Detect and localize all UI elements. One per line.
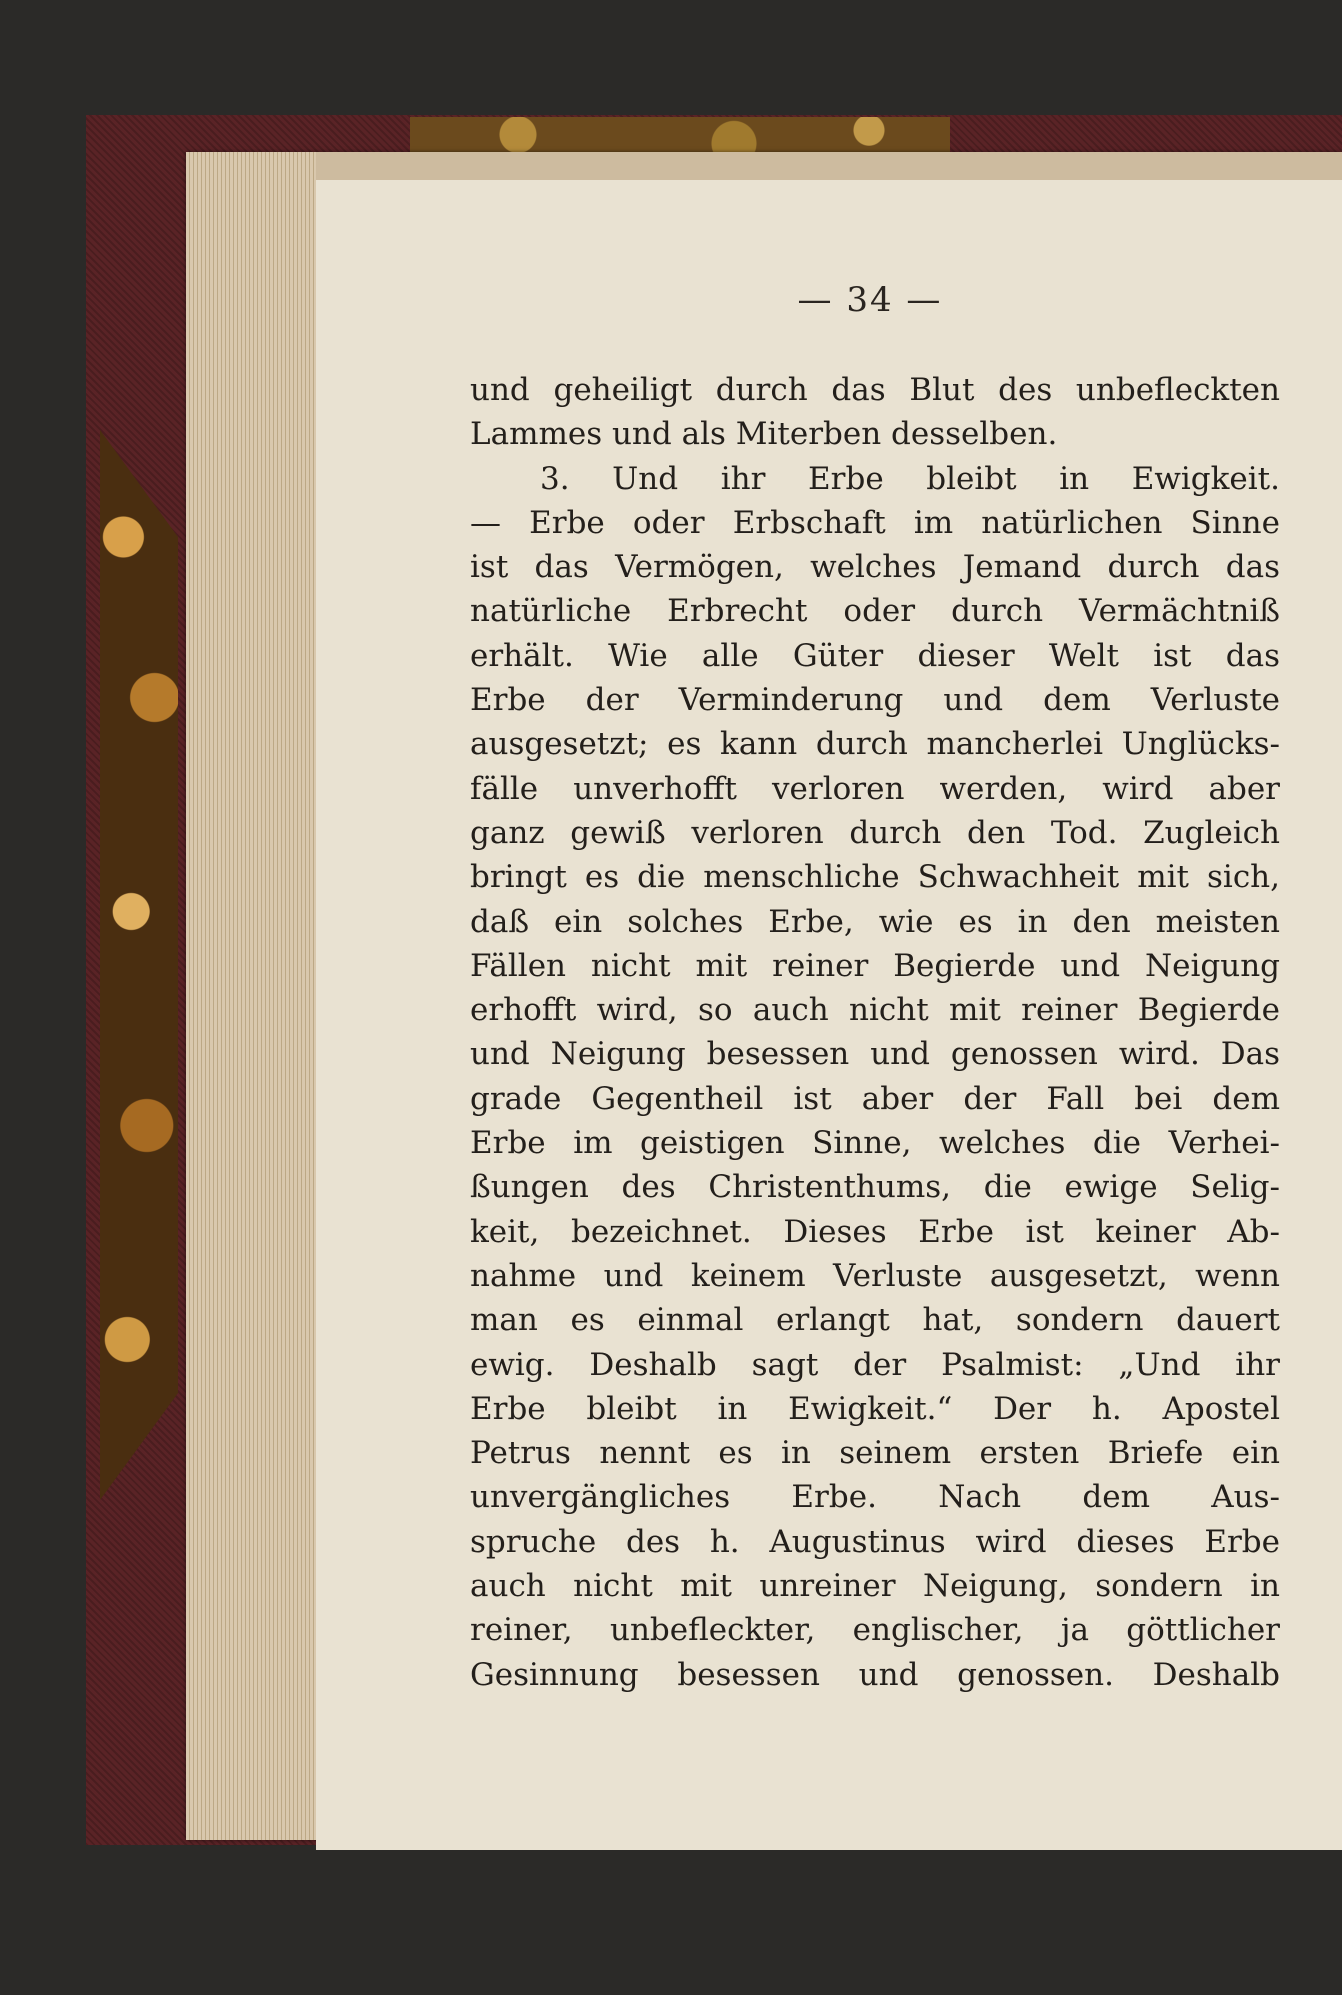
marbled-cover-corner: [100, 430, 178, 1500]
text-line: fälle unverhofft verloren werden, wird aber: [470, 770, 1280, 807]
text-line: nahme und keinem Verluste ausgesetzt, wenn: [470, 1257, 1280, 1294]
text-line: grade Gegentheil ist aber der Fall bei dem: [470, 1080, 1280, 1117]
text-line: auch nicht mit unreiner Neigung, sondern in: [470, 1568, 1280, 1605]
text-line: ausgesetzt; es kann durch mancherlei Unglücks-: [470, 726, 1280, 763]
text-line: daß ein solches Erbe, wie es in den meisten: [470, 903, 1280, 940]
text-line: natürliche Erbrecht oder durch Vermächtniß: [470, 593, 1280, 630]
text-line: spruche des h. Augustinus wird dieses Erbe: [470, 1523, 1280, 1560]
text-line: Fällen nicht mit reiner Begierde und Neigung: [470, 947, 1280, 984]
text-line: Petrus nennt es in seinem ersten Briefe ein: [470, 1435, 1280, 1472]
page-edges: [186, 152, 316, 1840]
text-line: — Erbe oder Erbschaft im natürlichen Sinne: [470, 504, 1280, 541]
text-line: ßungen des Christenthums, die ewige Selig-: [470, 1169, 1280, 1206]
text-line: Erbe im geistigen Sinne, welches die Verhei-: [470, 1125, 1280, 1162]
text-line: bringt es die menschliche Schwachheit mit sich,: [470, 859, 1280, 896]
page-number: — 34 —: [797, 280, 943, 320]
text-line: ewig. Deshalb sagt der Psalmist: „Und ihr: [470, 1346, 1280, 1383]
text-line: Gesinnung besessen und genossen. Deshalb: [470, 1656, 1280, 1693]
text-line: ist das Vermögen, welches Jemand durch das: [470, 549, 1280, 586]
text-line: man es einmal erlangt hat, sondern dauert: [470, 1302, 1280, 1339]
text-line: reiner, unbefleckter, englischer, ja göttlicher: [470, 1612, 1280, 1649]
text-line: 3. Und ihr Erbe bleibt in Ewigkeit.: [540, 460, 1280, 497]
text-line: und Neigung besessen und genossen wird. Das: [470, 1036, 1280, 1073]
text-line: keit, bezeichnet. Dieses Erbe ist keiner Ab-: [470, 1213, 1280, 1250]
text-line: erhofft wird, so auch nicht mit reiner Begierde: [470, 992, 1280, 1029]
text-line: Erbe der Verminderung und dem Verluste: [470, 682, 1280, 719]
text-line: Lammes und als Miterben desselben.: [470, 416, 1058, 453]
text-line: Erbe bleibt in Ewigkeit.“ Der h. Apostel: [470, 1390, 1280, 1427]
text-line: ganz gewiß verloren durch den Tod. Zugleich: [470, 814, 1280, 851]
page-body-text: [470, 368, 1280, 1697]
text-line: unvergängliches Erbe. Nach dem Aus-: [470, 1479, 1280, 1516]
text-line: und geheiligt durch das Blut des unbefleckten: [470, 372, 1280, 408]
text-line: erhält. Wie alle Güter dieser Welt ist das: [470, 637, 1280, 674]
